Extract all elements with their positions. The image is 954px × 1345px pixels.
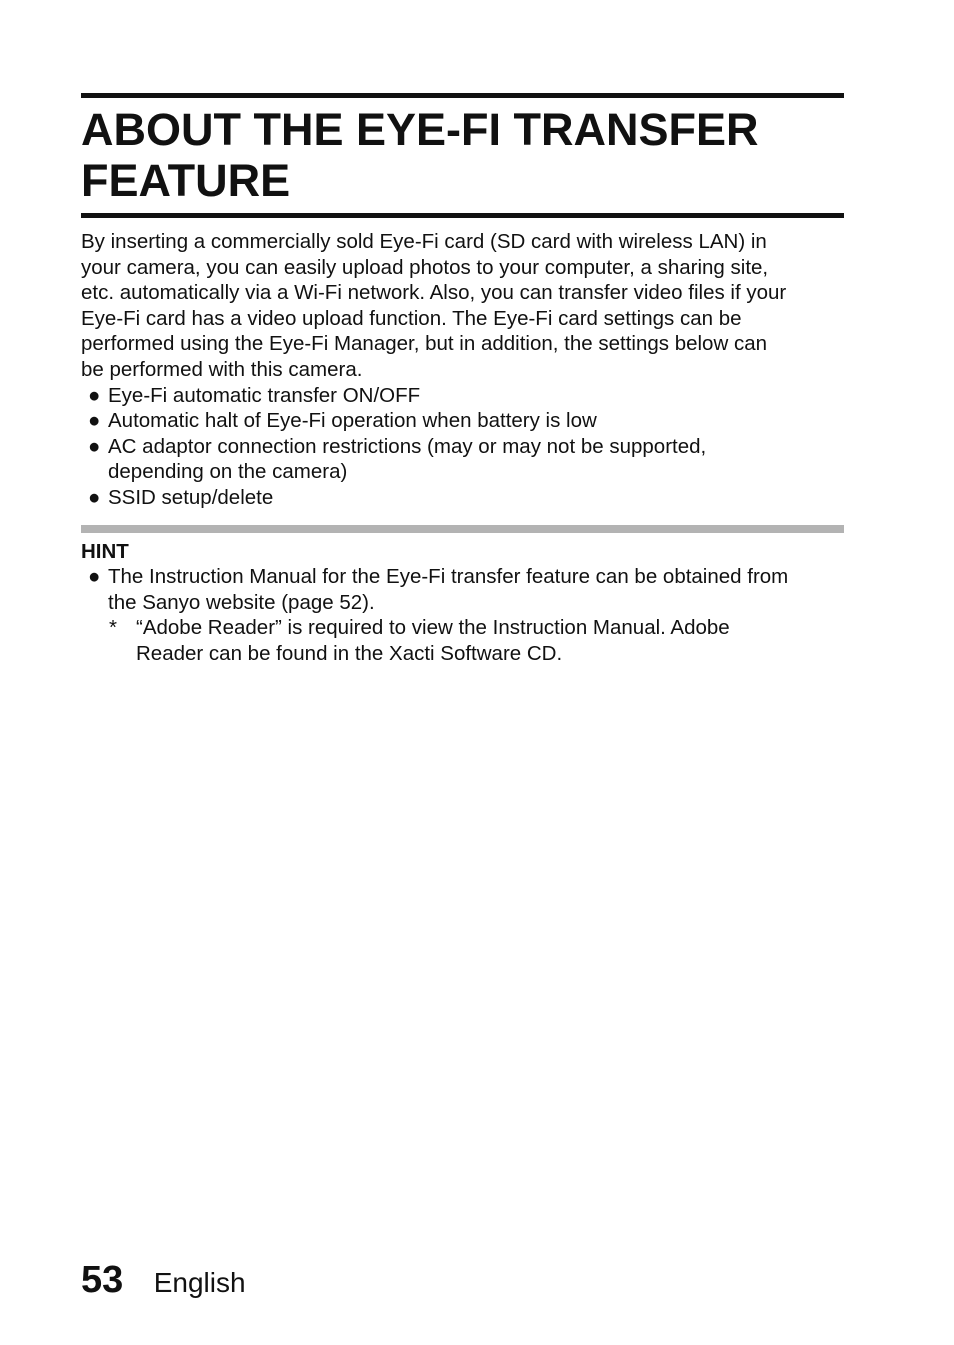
intro-line: By inserting a commercially sold Eye-Fi card (SD card with wireless LAN) in: [81, 230, 767, 253]
bullet-icon: ●: [88, 409, 101, 433]
page-footer: [81, 1256, 246, 1304]
bullet-icon: ●: [88, 434, 101, 458]
intro-line: Eye-Fi card has a video upload function. The Eye-Fi card settings can be: [81, 306, 742, 330]
list-item: [81, 434, 844, 485]
footnote-text: “Adobe Reader” is required to view the Instruction Manual. Adobe: [136, 616, 730, 640]
page-title-line: ABOUT THE EYE-FI TRANSFER: [81, 104, 759, 155]
hint-item-text: the Sanyo website (page 52).: [108, 590, 375, 614]
intro-line: etc. automatically via a Wi-Fi network. Also, you can transfer video files if your: [81, 281, 787, 305]
list-item-text: AC adaptor connection restrictions (may or may not be supported,: [108, 434, 707, 458]
hint-footnote: [81, 615, 844, 666]
list-item: [81, 408, 844, 434]
bullet-icon: ●: [88, 565, 101, 589]
hint-heading: HINT: [81, 539, 129, 563]
bullet-icon: ●: [88, 485, 101, 509]
page-title-line: FEATURE: [81, 155, 291, 206]
hint-list: [81, 564, 844, 615]
page-number: 53: [81, 1259, 124, 1301]
intro-line: be performed with this camera.: [81, 357, 363, 381]
title-top-rule: [81, 93, 844, 98]
settings-list: [81, 383, 844, 511]
list-item: [81, 383, 844, 409]
manual-page: [81, 93, 844, 667]
asterisk-icon: *: [109, 616, 117, 640]
list-item-text: Eye-Fi automatic transfer ON/OFF: [108, 383, 421, 407]
hint-divider-bar: [81, 525, 844, 533]
intro-line: performed using the Eye-Fi Manager, but in addition, the settings below can: [81, 332, 768, 356]
list-item: [81, 564, 844, 615]
list-item-text: depending on the camera): [108, 460, 348, 484]
page-title: [81, 104, 844, 206]
footnote-text: Reader can be found in the Xacti Software CD.: [136, 641, 563, 665]
title-bottom-rule: [81, 213, 844, 218]
hint-item-text: The Instruction Manual for the Eye-Fi transfer feature can be obtained from: [108, 565, 789, 589]
intro-paragraph: [81, 229, 844, 383]
list-item-text: SSID setup/delete: [108, 485, 274, 509]
list-item-text: Automatic halt of Eye-Fi operation when battery is low: [108, 409, 597, 433]
bullet-icon: ●: [88, 383, 101, 407]
intro-line: your camera, you can easily upload photos to your computer, a sharing site,: [81, 255, 769, 279]
language-label: English: [153, 1267, 246, 1298]
list-item: [81, 485, 844, 511]
